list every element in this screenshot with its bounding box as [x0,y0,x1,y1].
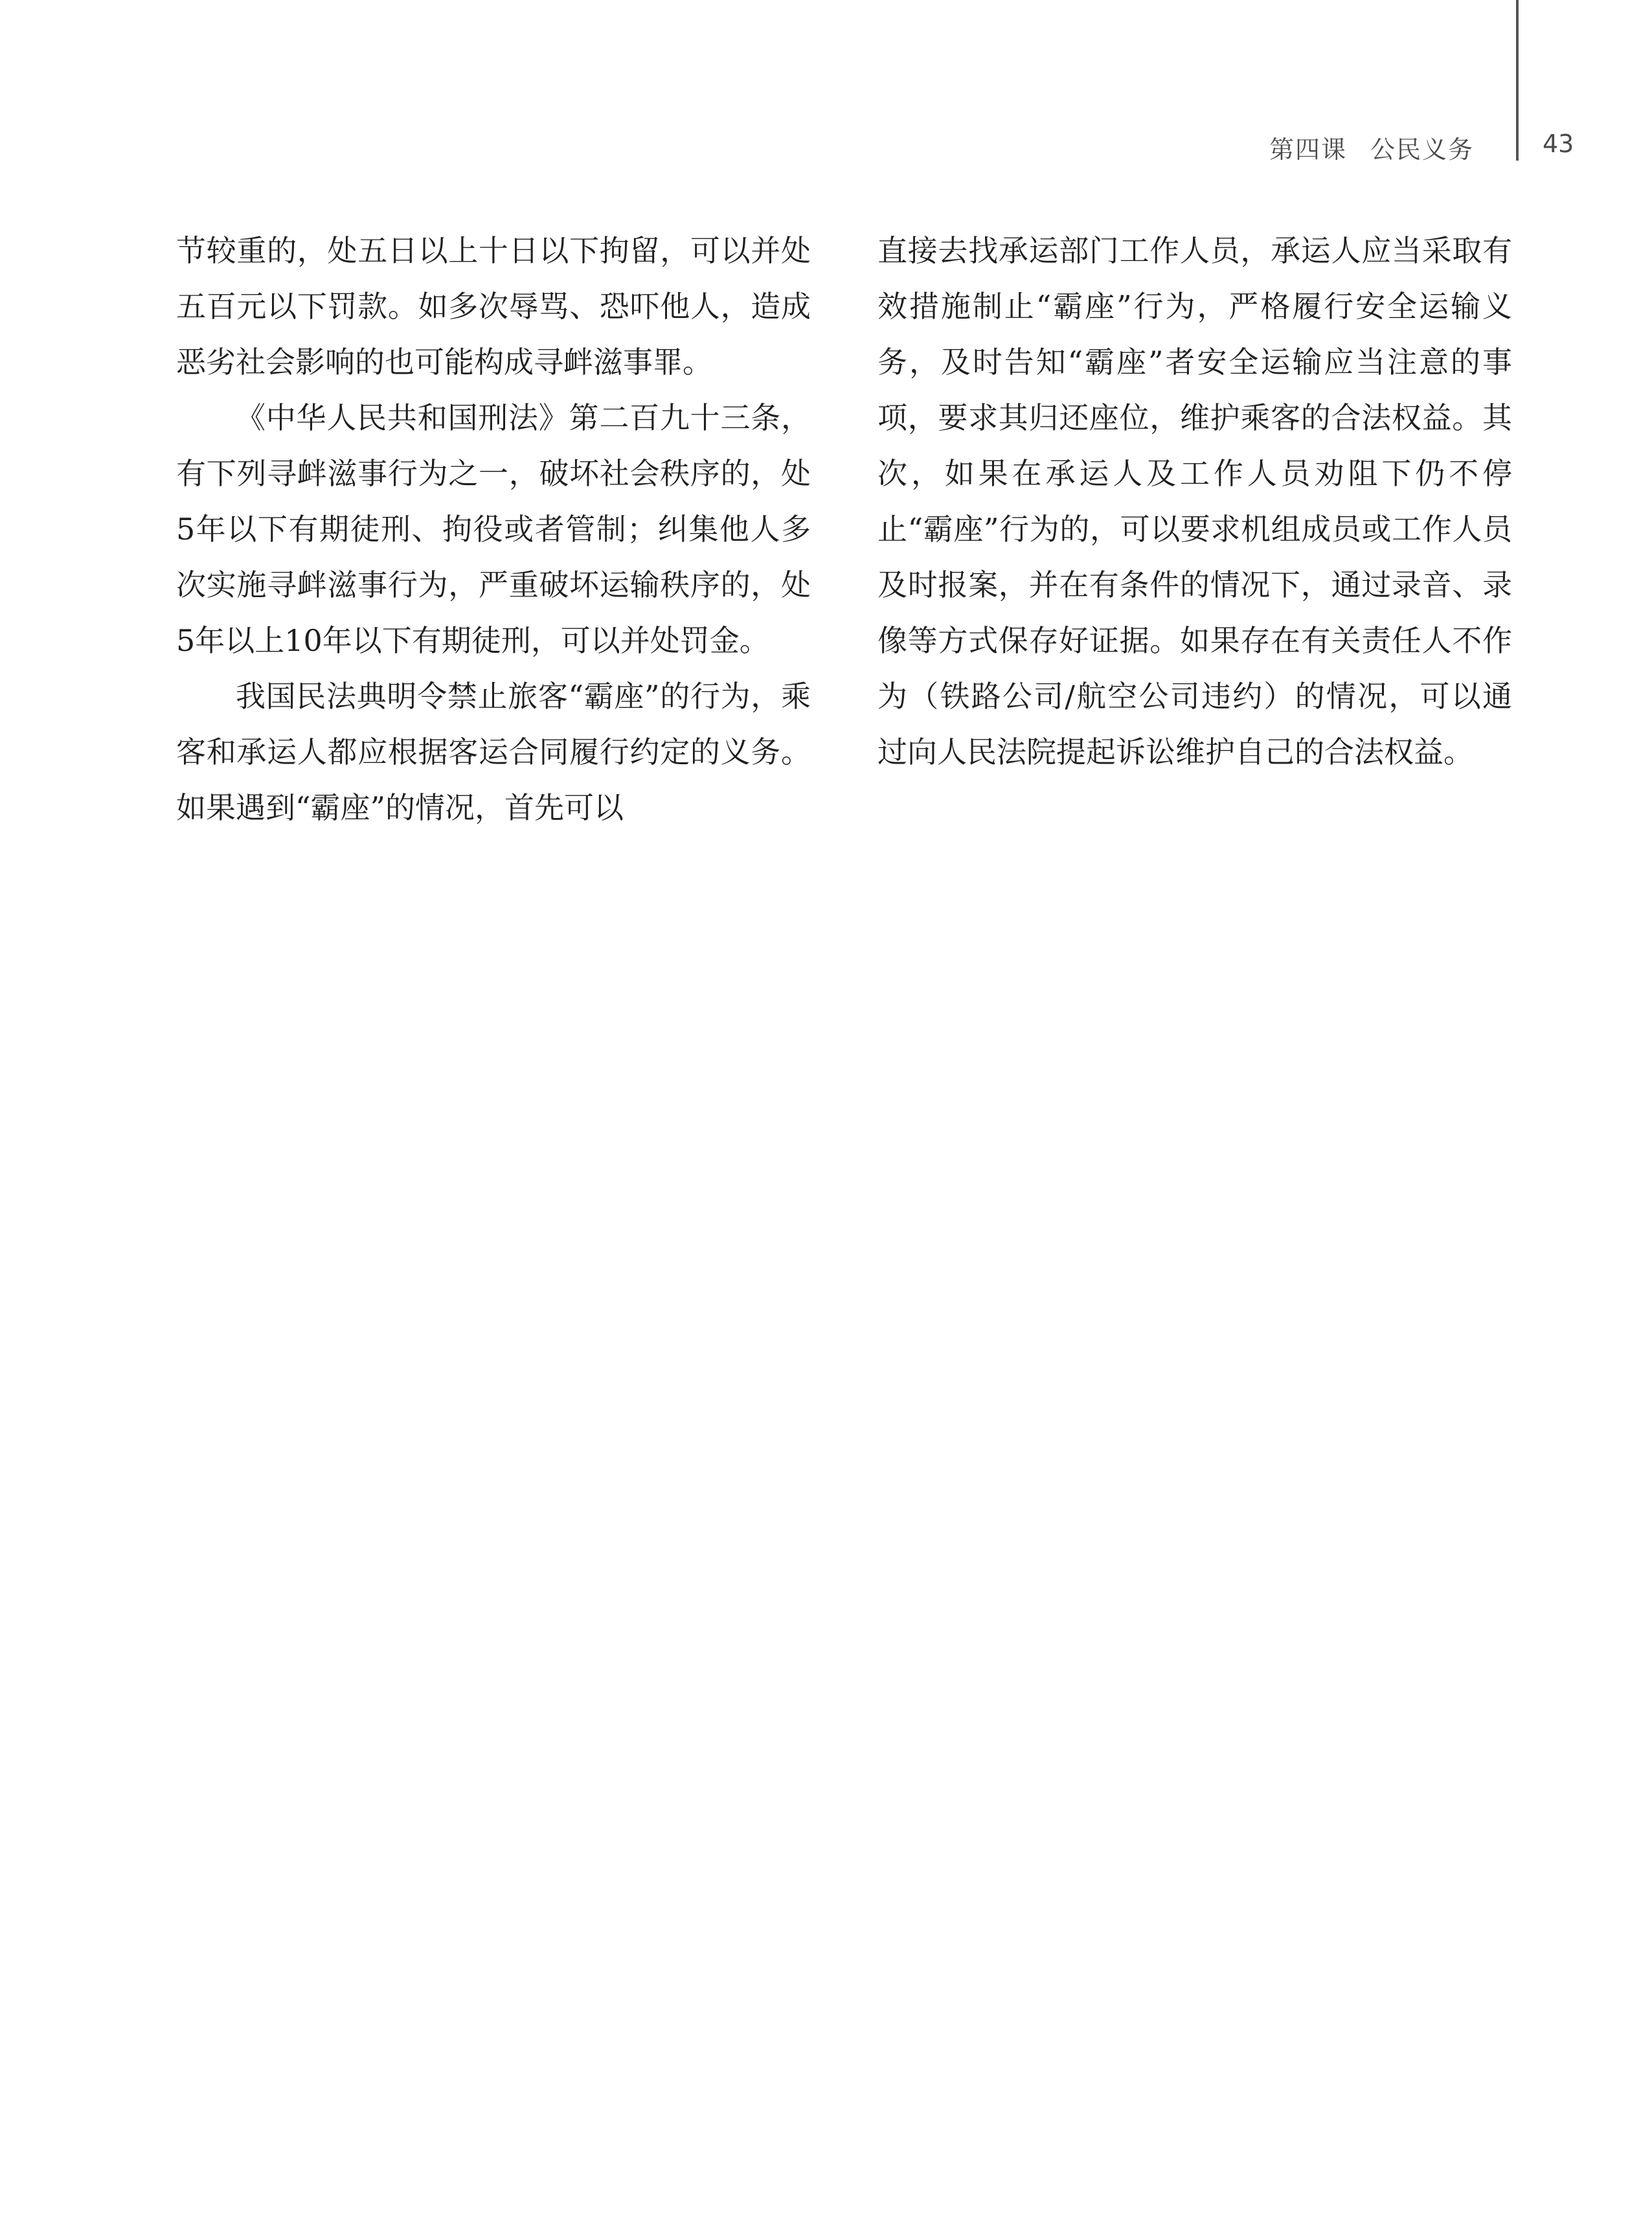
paragraph: 节较重的，处五日以上十日以下拘留，可以并处五百元以下罚款。如多次辱骂、恐吓他人，造成恶劣社会影响的也可能构成寻衅滋事罪。 [176,233,811,380]
lesson-title: 公民义务 [1370,135,1475,164]
paragraph: 直接去找承运部门工作人员，承运人应当采取有效措施制止“霸座”行为，严格履行安全运输义务，及时告知“霸座”者安全运输应当注意的事项，要求其归还座位，维护乘客的合法权益。其次，如果在承运人及工作人员劝阻下仍不停止“霸座”行为的，可以要求机组成员或工作人员及时报案，并在有条件的情况下，通过录音、录像等方式保存好证据。如果存在有关责任人不作为（铁路公司/航空公司违约）的情况，可以通过向人民法院提起诉讼维护自己的合法权益。 [877,233,1512,769]
right-text-column [877,223,1512,780]
header-vertical-rule [1516,0,1519,161]
page-number: 43 [1543,130,1574,158]
paragraph: 《中华人民共和国刑法》第二百九十三条，有下列寻衅滋事行为之一，破坏社会秩序的，处5年以下有期徒刑、拘役或者管制；纠集他人多次实施寻衅滋事行为，严重破坏运输秩序的，处5年以上10年以下有期徒刑，可以并处罚金。 [176,400,811,658]
left-text-column [176,223,811,835]
running-header [1269,130,1474,165]
lesson-number: 第四课 [1269,135,1348,164]
paragraph: 我国民法典明令禁止旅客“霸座”的行为，乘客和承运人都应根据客运合同履行约定的义务。如果遇到“霸座”的情况，首先可以 [176,679,811,825]
